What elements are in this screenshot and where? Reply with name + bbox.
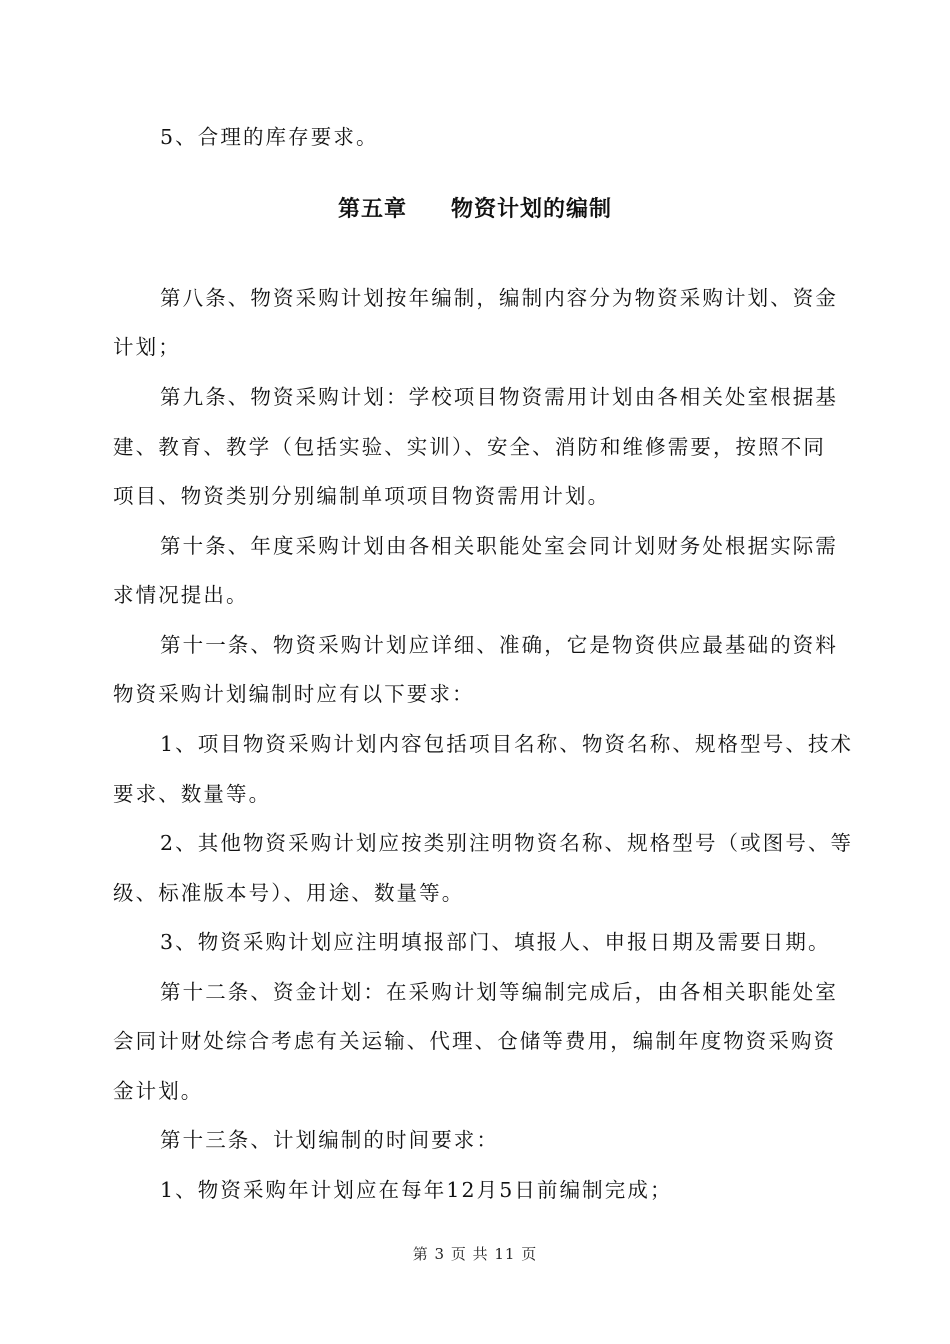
article-9-line-2: 建、教育、教学（包括实验、实训）、安全、消防和维修需要，按照不同: [113, 435, 826, 459]
list-item-5: 5、合理的库存要求。: [160, 125, 379, 149]
timing-requirement-1: 1、物资采购年计划应在每年12月5日前编制完成；: [160, 1178, 673, 1202]
article-8-line-1: 第八条、物资采购计划按年编制，编制内容分为物资采购计划、资金: [160, 286, 838, 310]
article-10-line-2: 求情况提出。: [113, 583, 249, 607]
requirement-1-line-2: 要求、数量等。: [113, 782, 272, 806]
article-11-line-1: 第十一条、物资采购计划应详细、准确，它是物资供应最基础的资料: [160, 633, 838, 657]
requirement-1-line-1: 1、项目物资采购计划内容包括项目名称、物资名称、规格型号、技术: [160, 732, 854, 756]
chapter-title: 物资计划的编制: [451, 197, 613, 222]
page-number-footer: 第 3 页 共 11 页: [412, 1245, 538, 1263]
article-9-line-1: 第九条、物资采购计划：学校项目物资需用计划由各相关处室根据基: [160, 385, 838, 409]
article-13-line-1: 第十三条、计划编制的时间要求：: [160, 1128, 499, 1152]
article-10-line-1: 第十条、年度采购计划由各相关职能处室会同计划财务处根据实际需: [160, 534, 838, 558]
requirement-2-line-1: 2、其他物资采购计划应按类别注明物资名称、规格型号（或图号、等: [160, 831, 854, 855]
chapter-heading: [0, 192, 950, 223]
article-8-line-2: 计划；: [113, 335, 181, 359]
article-12-line-3: 金计划。: [113, 1079, 204, 1103]
article-11-line-2: 物资采购计划编制时应有以下要求：: [113, 682, 475, 706]
requirement-2-line-2: 级、标准版本号）、用途、数量等。: [113, 881, 465, 905]
chapter-number: 第五章: [337, 197, 407, 222]
article-12-line-1: 第十二条、资金计划：在采购计划等编制完成后，由各相关职能处室: [160, 980, 838, 1004]
requirement-3: 3、物资采购计划应注明填报部门、填报人、申报日期及需要日期。: [160, 930, 831, 954]
article-9-line-3: 项目、物资类别分别编制单项项目物资需用计划。: [113, 484, 611, 508]
article-12-line-2: 会同计财处综合考虑有关运输、代理、仓储等费用，编制年度物资采购资: [113, 1029, 837, 1053]
